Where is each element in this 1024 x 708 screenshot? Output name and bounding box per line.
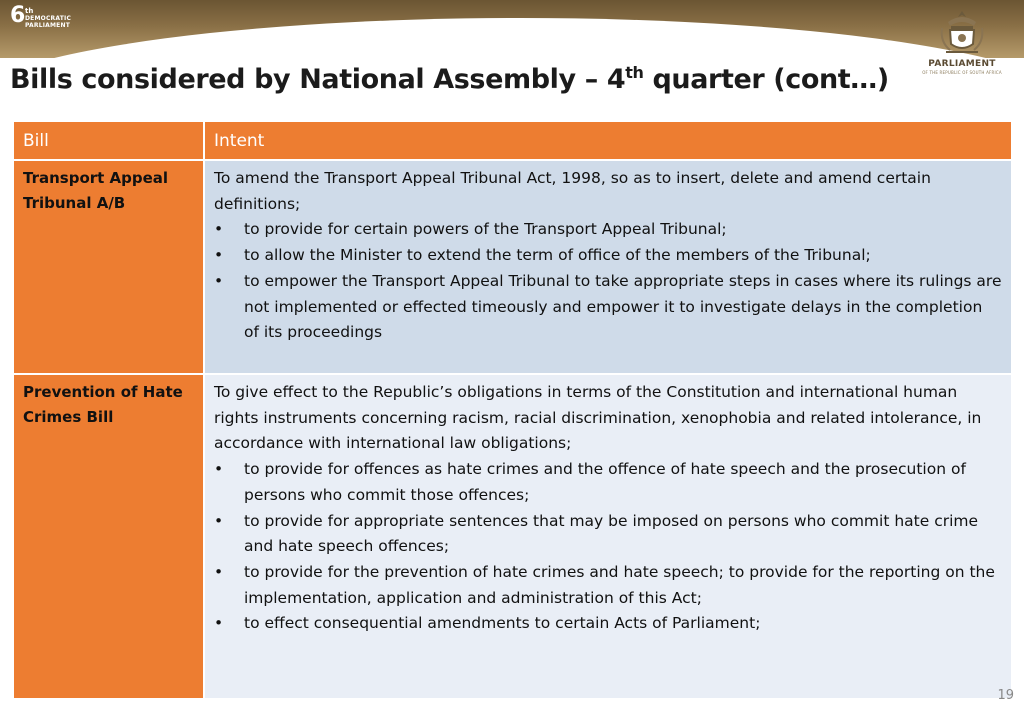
header-intent: Intent xyxy=(204,121,1012,160)
intent-cell xyxy=(204,374,1012,699)
intent-point: • to effect consequential amendments to certain Acts of Parliament; xyxy=(214,611,1002,637)
intent-point: • to provide for offences as hate crimes and the offence of hate speech and the prosecution of persons who commit those offences; xyxy=(214,457,1002,508)
table-header-row xyxy=(13,121,1012,160)
intent-point: • to allow the Minister to extend the term of office of the members of the Tribunal; xyxy=(214,243,1002,269)
logo-line1: DEMOCRATIC xyxy=(25,15,72,22)
title-superscript: th xyxy=(625,63,644,82)
intent-points xyxy=(214,217,1002,346)
page-number: 19 xyxy=(997,688,1014,703)
crest-name: PARLIAMENT xyxy=(928,59,996,69)
intent-point: • to empower the Transport Appeal Tribunal to take appropriate steps in cases where its rulings are not implemented or effected timeously and empower it to investigate delays in the completion of its proceedings xyxy=(214,269,1002,346)
intent-point: • to provide for the prevention of hate crimes and hate speech; to provide for the reporting on the implementation, application and administration of this Act; xyxy=(214,560,1002,611)
logo-line2: PARLIAMENT xyxy=(25,22,70,29)
title-main: Bills considered by National Assembly – 4 xyxy=(10,64,626,95)
intent-intro: To amend the Transport Appeal Tribunal Act, 1998, so as to insert, delete and amend certain definitions; xyxy=(214,169,931,213)
title-end: quarter (cont…) xyxy=(643,64,889,95)
intent-point: • to provide for certain powers of the Transport Appeal Tribunal; xyxy=(214,217,1002,243)
table-row xyxy=(13,160,1012,374)
header-bill: Bill xyxy=(13,121,204,160)
page-title xyxy=(10,64,920,95)
bill-name-cell: Prevention of Hate Crimes Bill xyxy=(13,374,204,699)
logo-number: 6 xyxy=(10,3,26,28)
crest-emblem-icon xyxy=(936,8,988,58)
logo-ordinal: th xyxy=(25,7,34,15)
bills-table xyxy=(12,120,1013,700)
intent-cell xyxy=(204,160,1012,374)
crest-subtitle: OF THE REPUBLIC OF SOUTH AFRICA xyxy=(922,70,1002,75)
intent-intro: To give effect to the Republic’s obligations in terms of the Constitution and international human rights instruments concerning racism, racial discrimination, xenophobia and related intolerance, in accordance with international law obligations; xyxy=(214,383,982,453)
bill-name-cell: Transport Appeal Tribunal A/B xyxy=(13,160,204,374)
parliament-crest xyxy=(922,8,1002,92)
intent-point: • to provide for appropriate sentences that may be imposed on persons who commit hate crime and hate speech offences; xyxy=(214,509,1002,560)
democratic-parliament-logo xyxy=(10,3,74,30)
intent-points xyxy=(214,457,1002,637)
table-row xyxy=(13,374,1012,699)
